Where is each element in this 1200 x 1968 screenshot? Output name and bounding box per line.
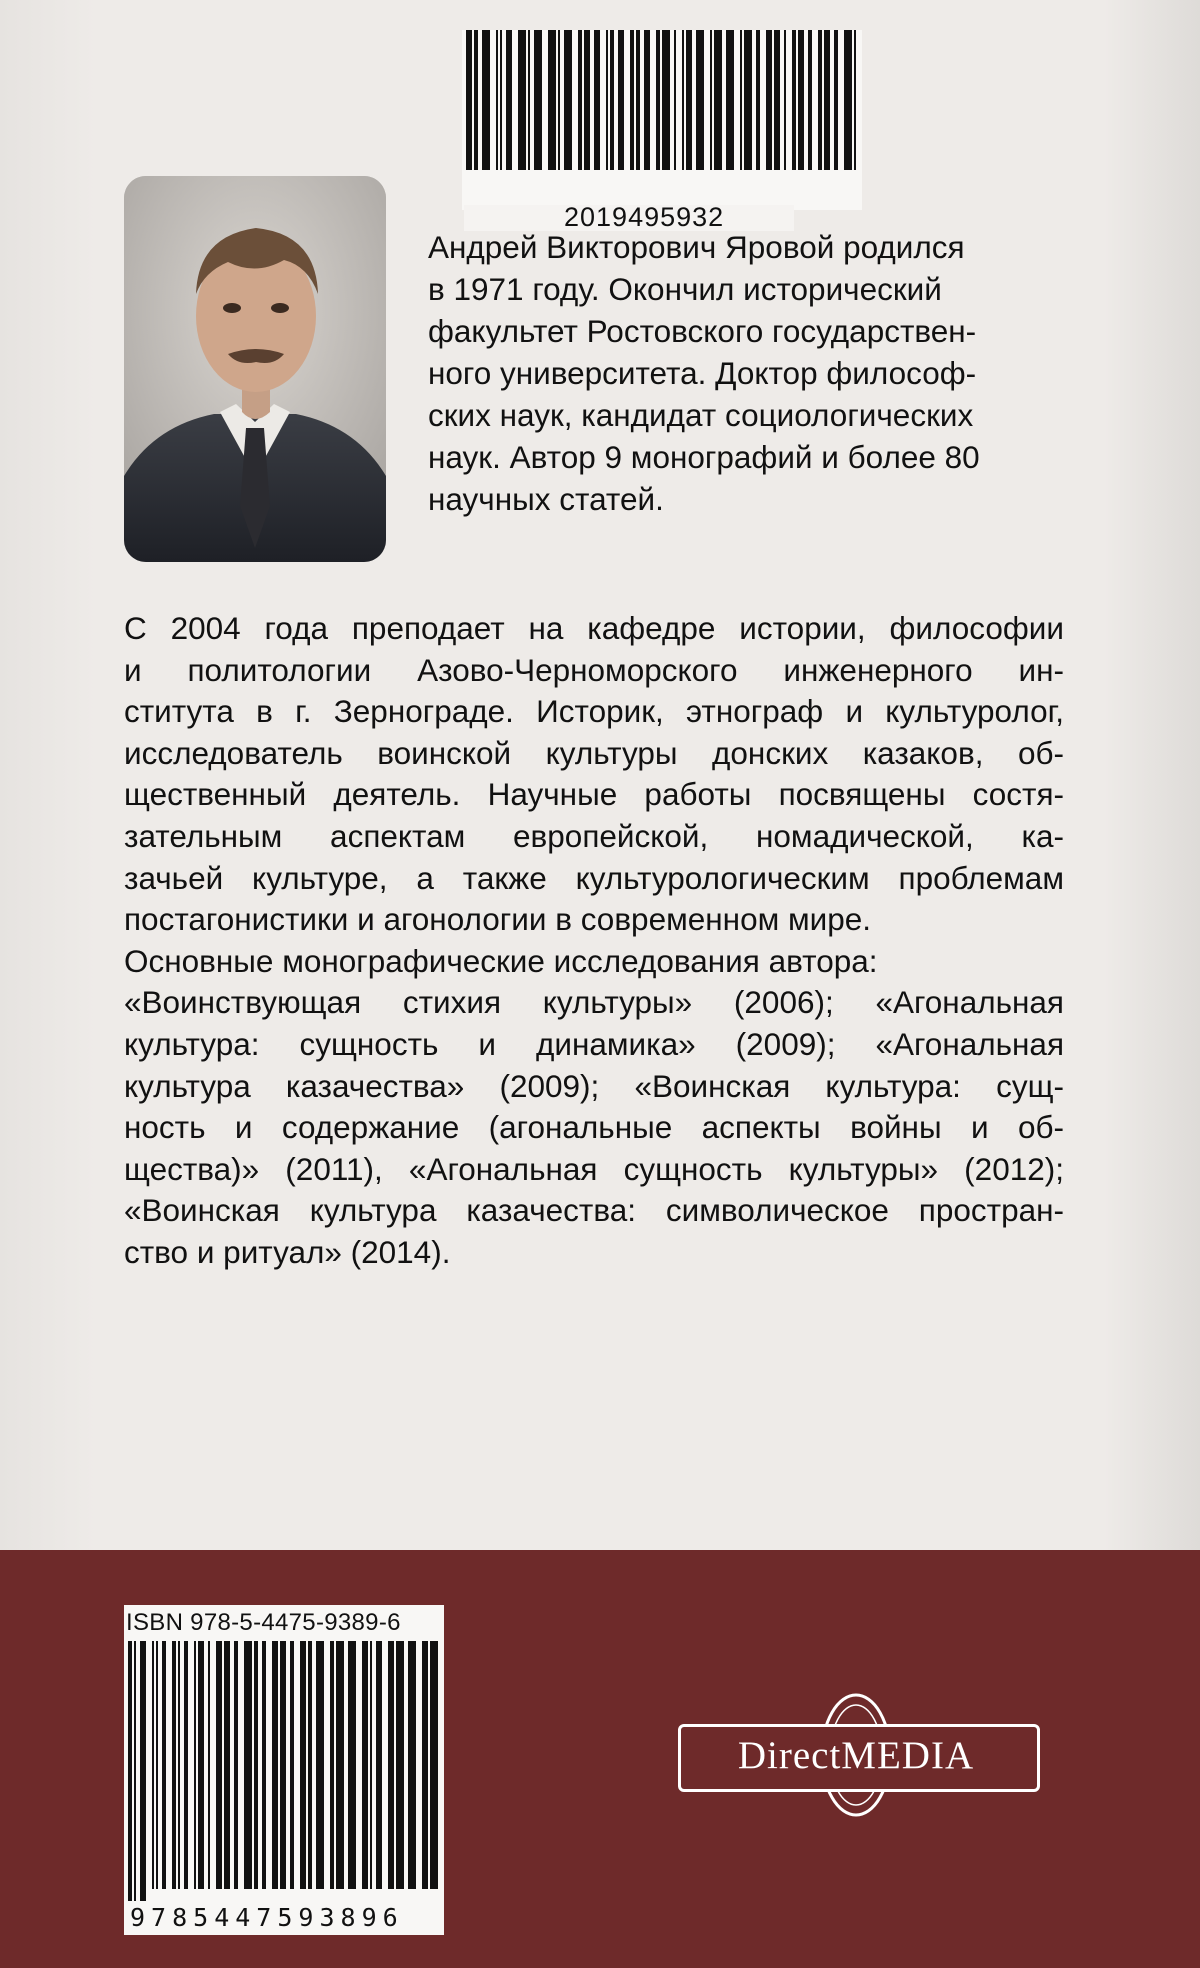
barcode-bar <box>162 1641 166 1889</box>
barcode-bar <box>594 30 600 170</box>
intro-line: факультет Ростовского государствен- <box>428 313 977 349</box>
barcode-bar <box>618 30 624 170</box>
barcode-bar <box>234 1641 238 1889</box>
bio-line: щества)» (2011), «Агональная сущность культуры» (2012); <box>124 1150 1064 1187</box>
barcode-bar <box>254 1641 258 1889</box>
barcode-bar <box>740 30 742 170</box>
barcode-bar <box>674 30 676 170</box>
barcode-bar <box>134 1641 136 1901</box>
barcode-bar <box>376 1641 382 1889</box>
barcode-bar <box>792 30 796 170</box>
barcode-bar <box>710 30 712 170</box>
isbn-barcode <box>124 1605 444 1935</box>
barcode-bar <box>388 1641 394 1889</box>
barcode-bar <box>662 30 670 170</box>
barcode-bar <box>534 30 542 170</box>
intro-line: Андрей Викторович Яровой родился <box>428 229 965 265</box>
barcode-bar <box>744 30 752 170</box>
barcode-bar <box>644 30 650 170</box>
barcode-bar <box>474 30 478 170</box>
bio-line: Основные монографические исследования автора: <box>124 942 878 979</box>
barcode-bar <box>564 30 572 170</box>
bio-line: С 2004 года преподает на кафедре истории, философии <box>124 610 1064 646</box>
barcode-bar <box>316 1641 324 1889</box>
barcode-bar <box>726 30 734 170</box>
barcode-bar <box>482 30 490 170</box>
barcode-bar <box>854 30 856 170</box>
barcode-bar <box>208 1641 210 1889</box>
isbn-label: ISBN 978-5-4475-9389-6 <box>126 1609 401 1636</box>
barcode-bar <box>506 30 512 170</box>
barcode-bar <box>496 30 498 170</box>
barcode-bar <box>216 1641 222 1889</box>
isbn-barcode-bars <box>124 1641 444 1903</box>
barcode-bar <box>686 30 692 170</box>
barcode-bar <box>194 1641 196 1889</box>
barcode-bar <box>578 30 582 170</box>
bio-line: «Воинствующая стихия культуры» (2006); «Агональная <box>124 984 1064 1021</box>
barcode-bar <box>606 30 608 170</box>
barcode-bar <box>430 1641 438 1889</box>
barcode-bar <box>172 1641 176 1889</box>
barcode-bar <box>584 30 590 170</box>
barcode-bar <box>422 1641 428 1889</box>
barcode-bar <box>408 1641 416 1889</box>
barcode-bar <box>528 30 530 170</box>
barcode-bar <box>396 1641 404 1889</box>
barcode-bar <box>558 30 560 170</box>
publisher-name: DirectMEDIA <box>737 1733 975 1777</box>
barcode-bar <box>336 1641 344 1889</box>
barcode-bar <box>370 1641 372 1889</box>
barcode-bar <box>630 30 634 170</box>
barcode-bar <box>784 30 786 170</box>
top-barcode <box>462 30 862 210</box>
barcode-bar <box>224 1641 230 1889</box>
barcode-bar <box>280 1641 286 1889</box>
barcode-bar <box>808 30 812 170</box>
barcode-bar <box>766 30 772 170</box>
barcode-bar <box>198 1641 204 1889</box>
bio-line: ститута в г. Зернограде. Историк, этнограф и культуролог, <box>124 693 1064 730</box>
intro-line: научных статей. <box>428 481 664 517</box>
barcode-bar <box>756 30 760 170</box>
barcode-bar <box>308 1641 312 1889</box>
bio-line: исследователь воинской культуры донских казаков, об- <box>124 734 1064 771</box>
barcode-bar <box>714 30 722 170</box>
barcode-bar <box>656 30 660 170</box>
barcode-bar <box>184 1641 188 1889</box>
isbn-digits: 9785447593896 <box>130 1903 404 1932</box>
author-intro <box>428 226 1060 520</box>
barcode-bar <box>290 1641 294 1889</box>
author-photo <box>124 176 386 562</box>
barcode-bar <box>152 1641 154 1889</box>
barcode-bar <box>824 30 830 170</box>
barcode-bar <box>362 1641 368 1889</box>
publisher-logo <box>666 1692 1046 1822</box>
bio-line: щественный деятель. Научные работы посвящены состя- <box>124 776 1064 813</box>
barcode-bar <box>798 30 804 170</box>
barcode-bar <box>818 30 822 170</box>
barcode-bar <box>682 30 684 170</box>
barcode-bar <box>696 30 704 170</box>
intro-line: ских наук, кандидат социологических <box>428 397 974 433</box>
top-barcode-number: 2019495932 <box>564 202 725 232</box>
barcode-bar <box>466 30 472 170</box>
barcode-bar <box>272 1641 278 1889</box>
top-barcode-bars <box>462 30 862 180</box>
barcode-bar <box>330 1641 334 1889</box>
barcode-bar <box>128 1641 132 1901</box>
barcode-bar <box>348 1641 356 1889</box>
barcode-bar <box>610 30 614 170</box>
author-biography <box>124 608 1064 1274</box>
barcode-bar <box>834 30 838 170</box>
barcode-bar <box>262 1641 266 1889</box>
barcode-bar <box>548 30 556 170</box>
bio-line: культура казачества» (2009); «Воинская культура: сущ- <box>124 1067 1064 1104</box>
barcode-bar <box>140 1641 146 1901</box>
bio-line: культура: сущность и динамика» (2009); «Агональная <box>124 1025 1064 1062</box>
barcode-bar <box>244 1641 252 1889</box>
intro-line: в 1971 году. Окончил исторический <box>428 271 942 307</box>
barcode-bar <box>300 1641 306 1889</box>
barcode-bar <box>156 1641 158 1889</box>
intro-line: наук. Автор 9 монографий и более 80 <box>428 439 980 475</box>
barcode-bar <box>844 30 852 170</box>
barcode-bar <box>178 1641 180 1889</box>
bio-line: зательным аспектам европейской, номадической, ка- <box>124 817 1064 854</box>
bio-line: ность и содержание (агональные аспекты войны и об- <box>124 1109 1064 1146</box>
bio-line: «Воинская культура казачества: символическое простран- <box>124 1192 1064 1229</box>
bio-line: и политологии Азово-Черноморского инженерного ин- <box>124 651 1064 688</box>
barcode-bar <box>500 30 502 170</box>
bio-line: зачьей культуре, а также культурологическим проблемам <box>124 859 1064 896</box>
bio-line: постагонистики и агонологии в современном мире. <box>124 901 872 938</box>
author-portrait-image <box>124 176 386 562</box>
bio-line: ство и ритуал» (2014). <box>124 1233 451 1270</box>
barcode-bar <box>518 30 526 170</box>
barcode-bar <box>774 30 780 170</box>
intro-line: ного университета. Доктор философ- <box>428 355 977 391</box>
barcode-bar <box>636 30 640 170</box>
